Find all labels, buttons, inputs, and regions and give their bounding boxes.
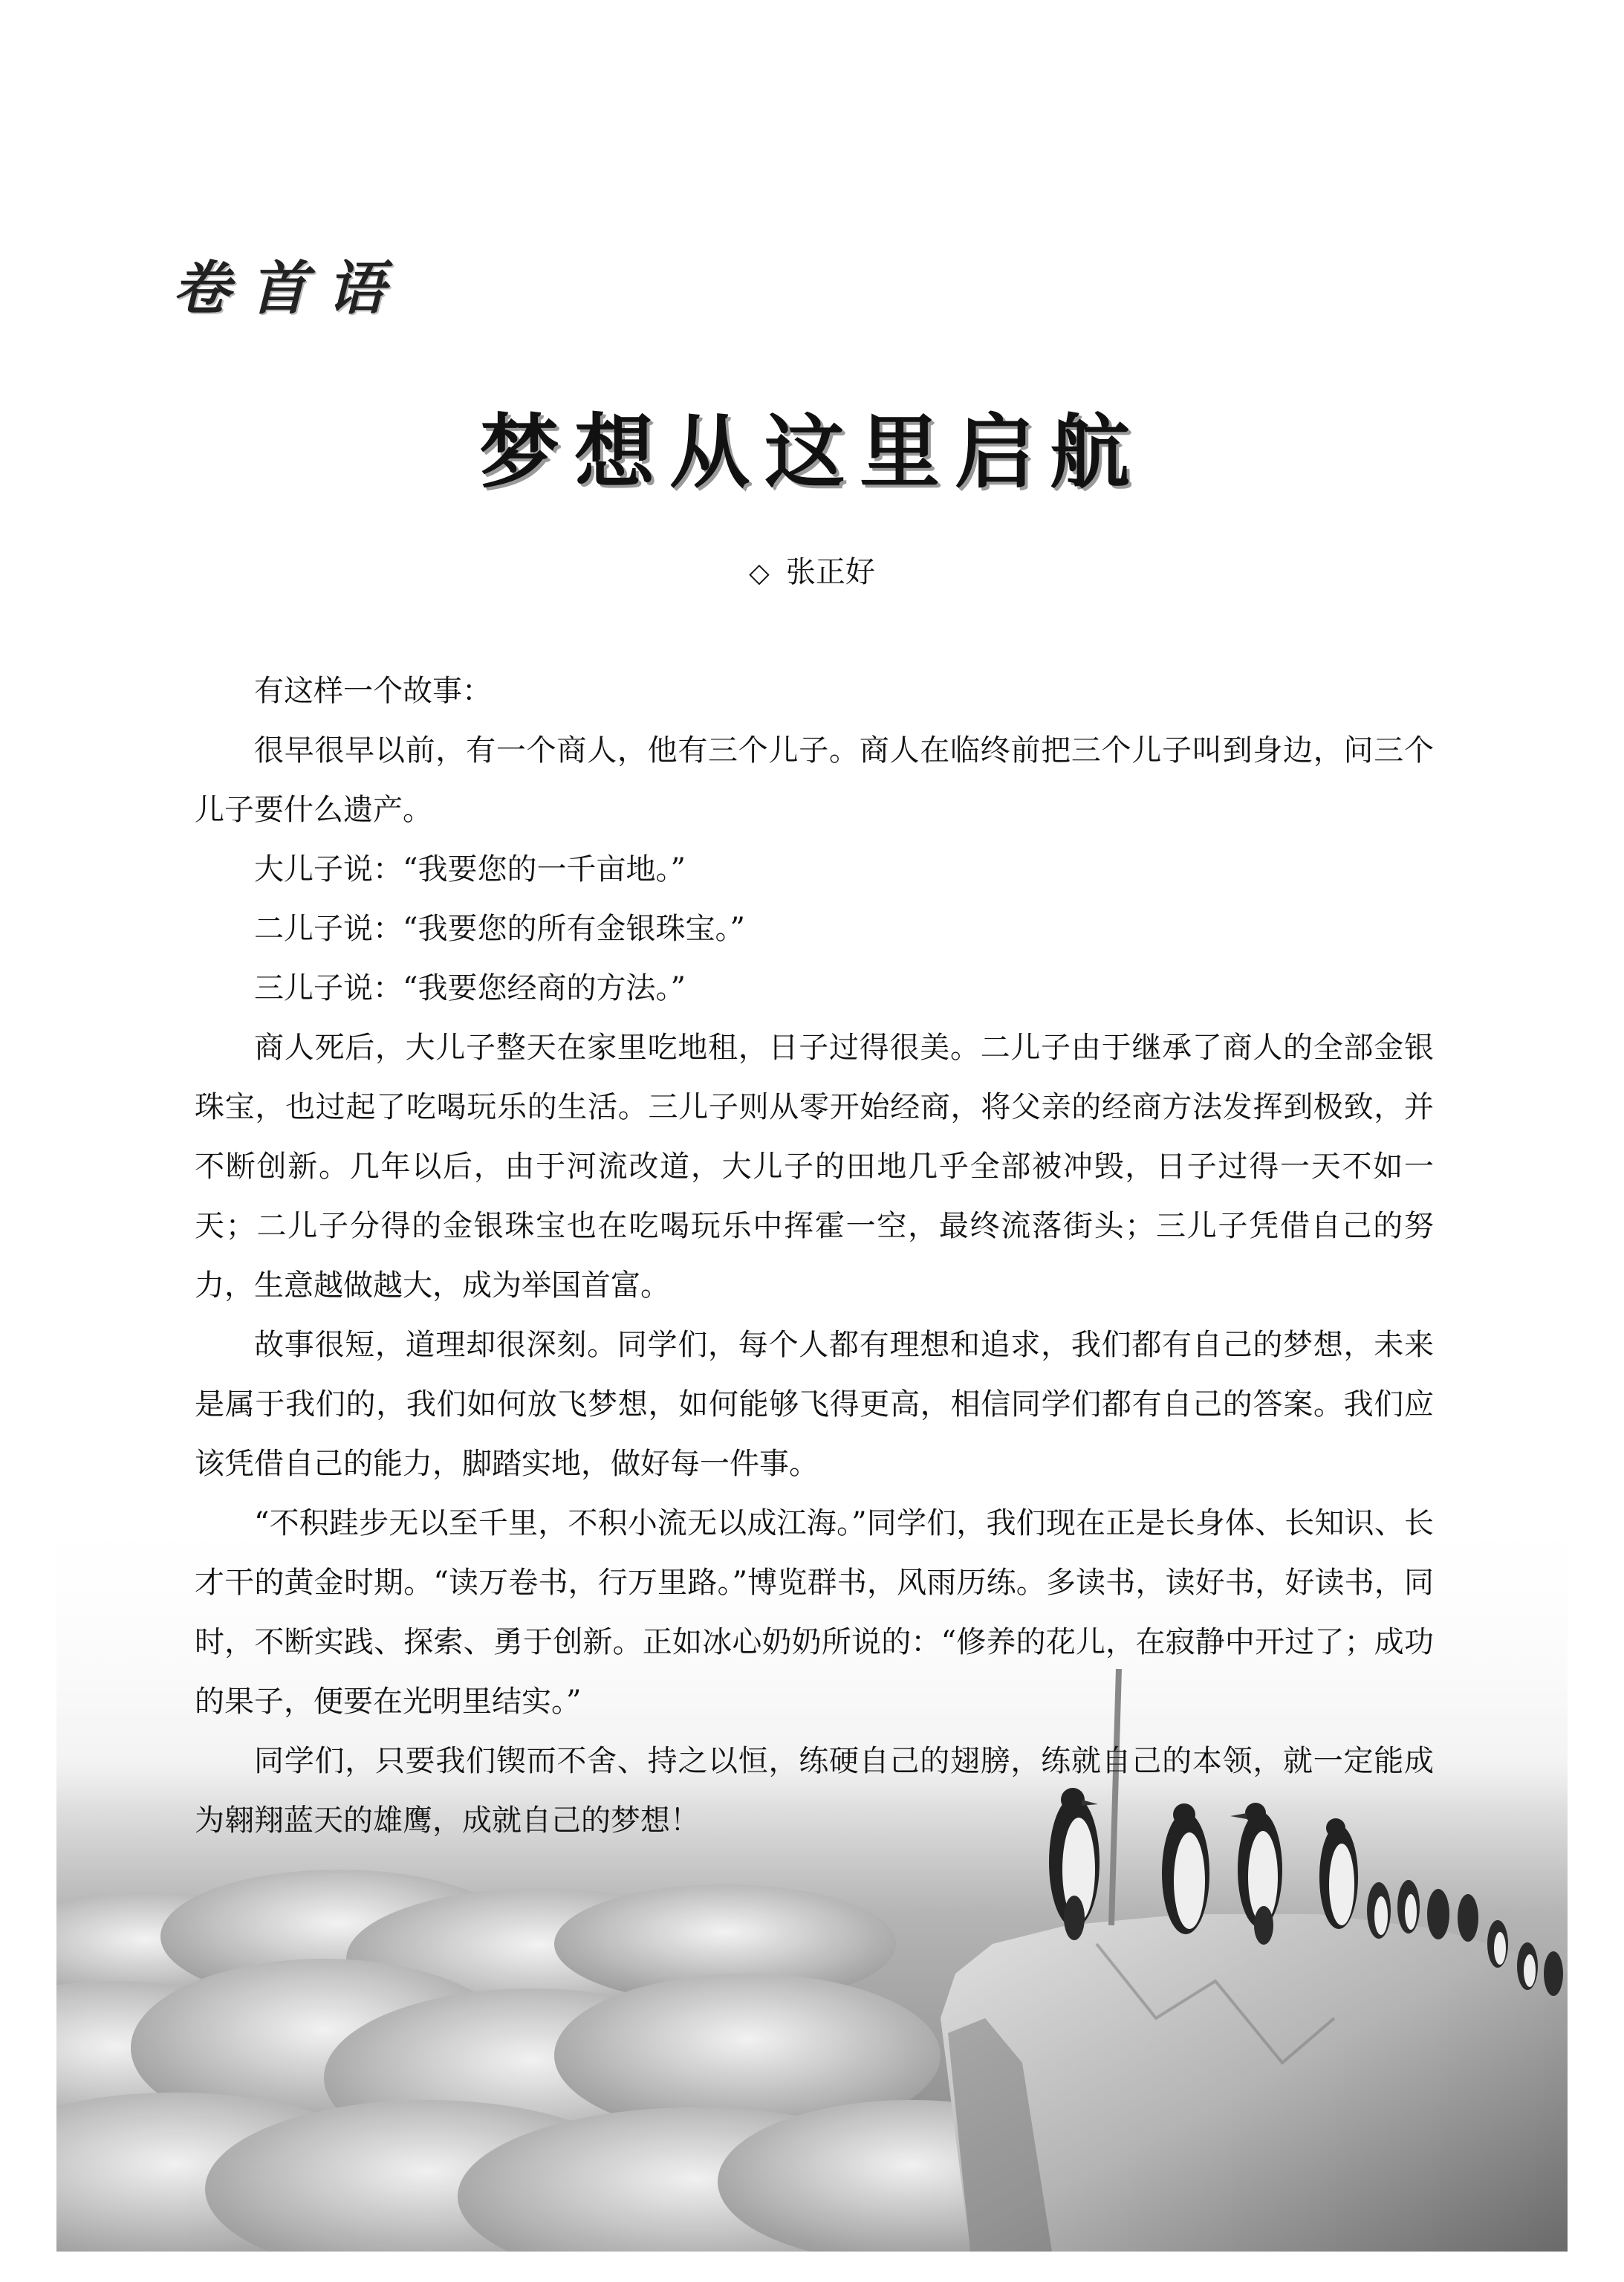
author-line bbox=[0, 548, 1624, 591]
paragraph: 商人死后，大儿子整天在家里吃地租，日子过得很美。二儿子由于继承了商人的全部金银珠宝，也过起了吃喝玩乐的生活。三儿子则从零开始经商，将父亲的经商方法发挥到极致，并不断创新。几年以后，由于河流改道，大儿子的田地几乎全部被冲毁，日子过得一天不如一天；二儿子分得的金银珠宝也在吃喝玩乐中挥霍一空，最终流落街头；三儿子凭借自己的努力，生意越做越大，成为举国首富。 bbox=[195, 1031, 1434, 1303]
paragraph: 有这样一个故事： bbox=[254, 674, 492, 708]
section-label: 卷首语 bbox=[172, 255, 405, 322]
paragraph: 很早很早以前，有一个商人，他有三个儿子。商人在临终前把三个儿子叫到身边，问三个儿子要什么遗产。 bbox=[195, 733, 1434, 827]
author-name: 张正好 bbox=[785, 555, 875, 589]
paragraph: “不积跬步无以至千里，不积小流无以成江海。”同学们，我们现在正是长身体、长知识、长才干的黄金时期。“读万卷书，行万里路。”博览群书，风雨历练。多读书，读好书，好读书，同时，不断实践、探索、勇于创新。正如冰心奶奶所说的：“修养的花儿，在寂静中开过了；成功的果子，便要在光明里结实。” bbox=[195, 1506, 1434, 1719]
paragraph: 二儿子说：“我要您的所有金银珠宝。” bbox=[254, 912, 745, 946]
paragraph: 大儿子说：“我要您的一千亩地。” bbox=[254, 852, 686, 886]
paragraph: 三儿子说：“我要您经商的方法。” bbox=[254, 971, 686, 1005]
paragraph: 同学们，只要我们锲而不舍、持之以恒，练硬自己的翅膀，练就自己的本领，就一定能成为翱翔蓝天的雄鹰，成就自己的梦想！ bbox=[195, 1744, 1434, 1838]
paragraph: 故事很短，道理却很深刻。同学们，每个人都有理想和追求，我们都有自己的梦想，未来是属于我们的，我们如何放飞梦想，如何能够飞得更高，相信同学们都有自己的答案。我们应该凭借自己的能力，脚踏实地，做好每一件事。 bbox=[195, 1328, 1434, 1481]
article-title: 梦想从这里启航 bbox=[478, 406, 1145, 499]
article-body bbox=[195, 661, 1434, 1850]
diamond-icon: ◇ bbox=[749, 558, 770, 589]
